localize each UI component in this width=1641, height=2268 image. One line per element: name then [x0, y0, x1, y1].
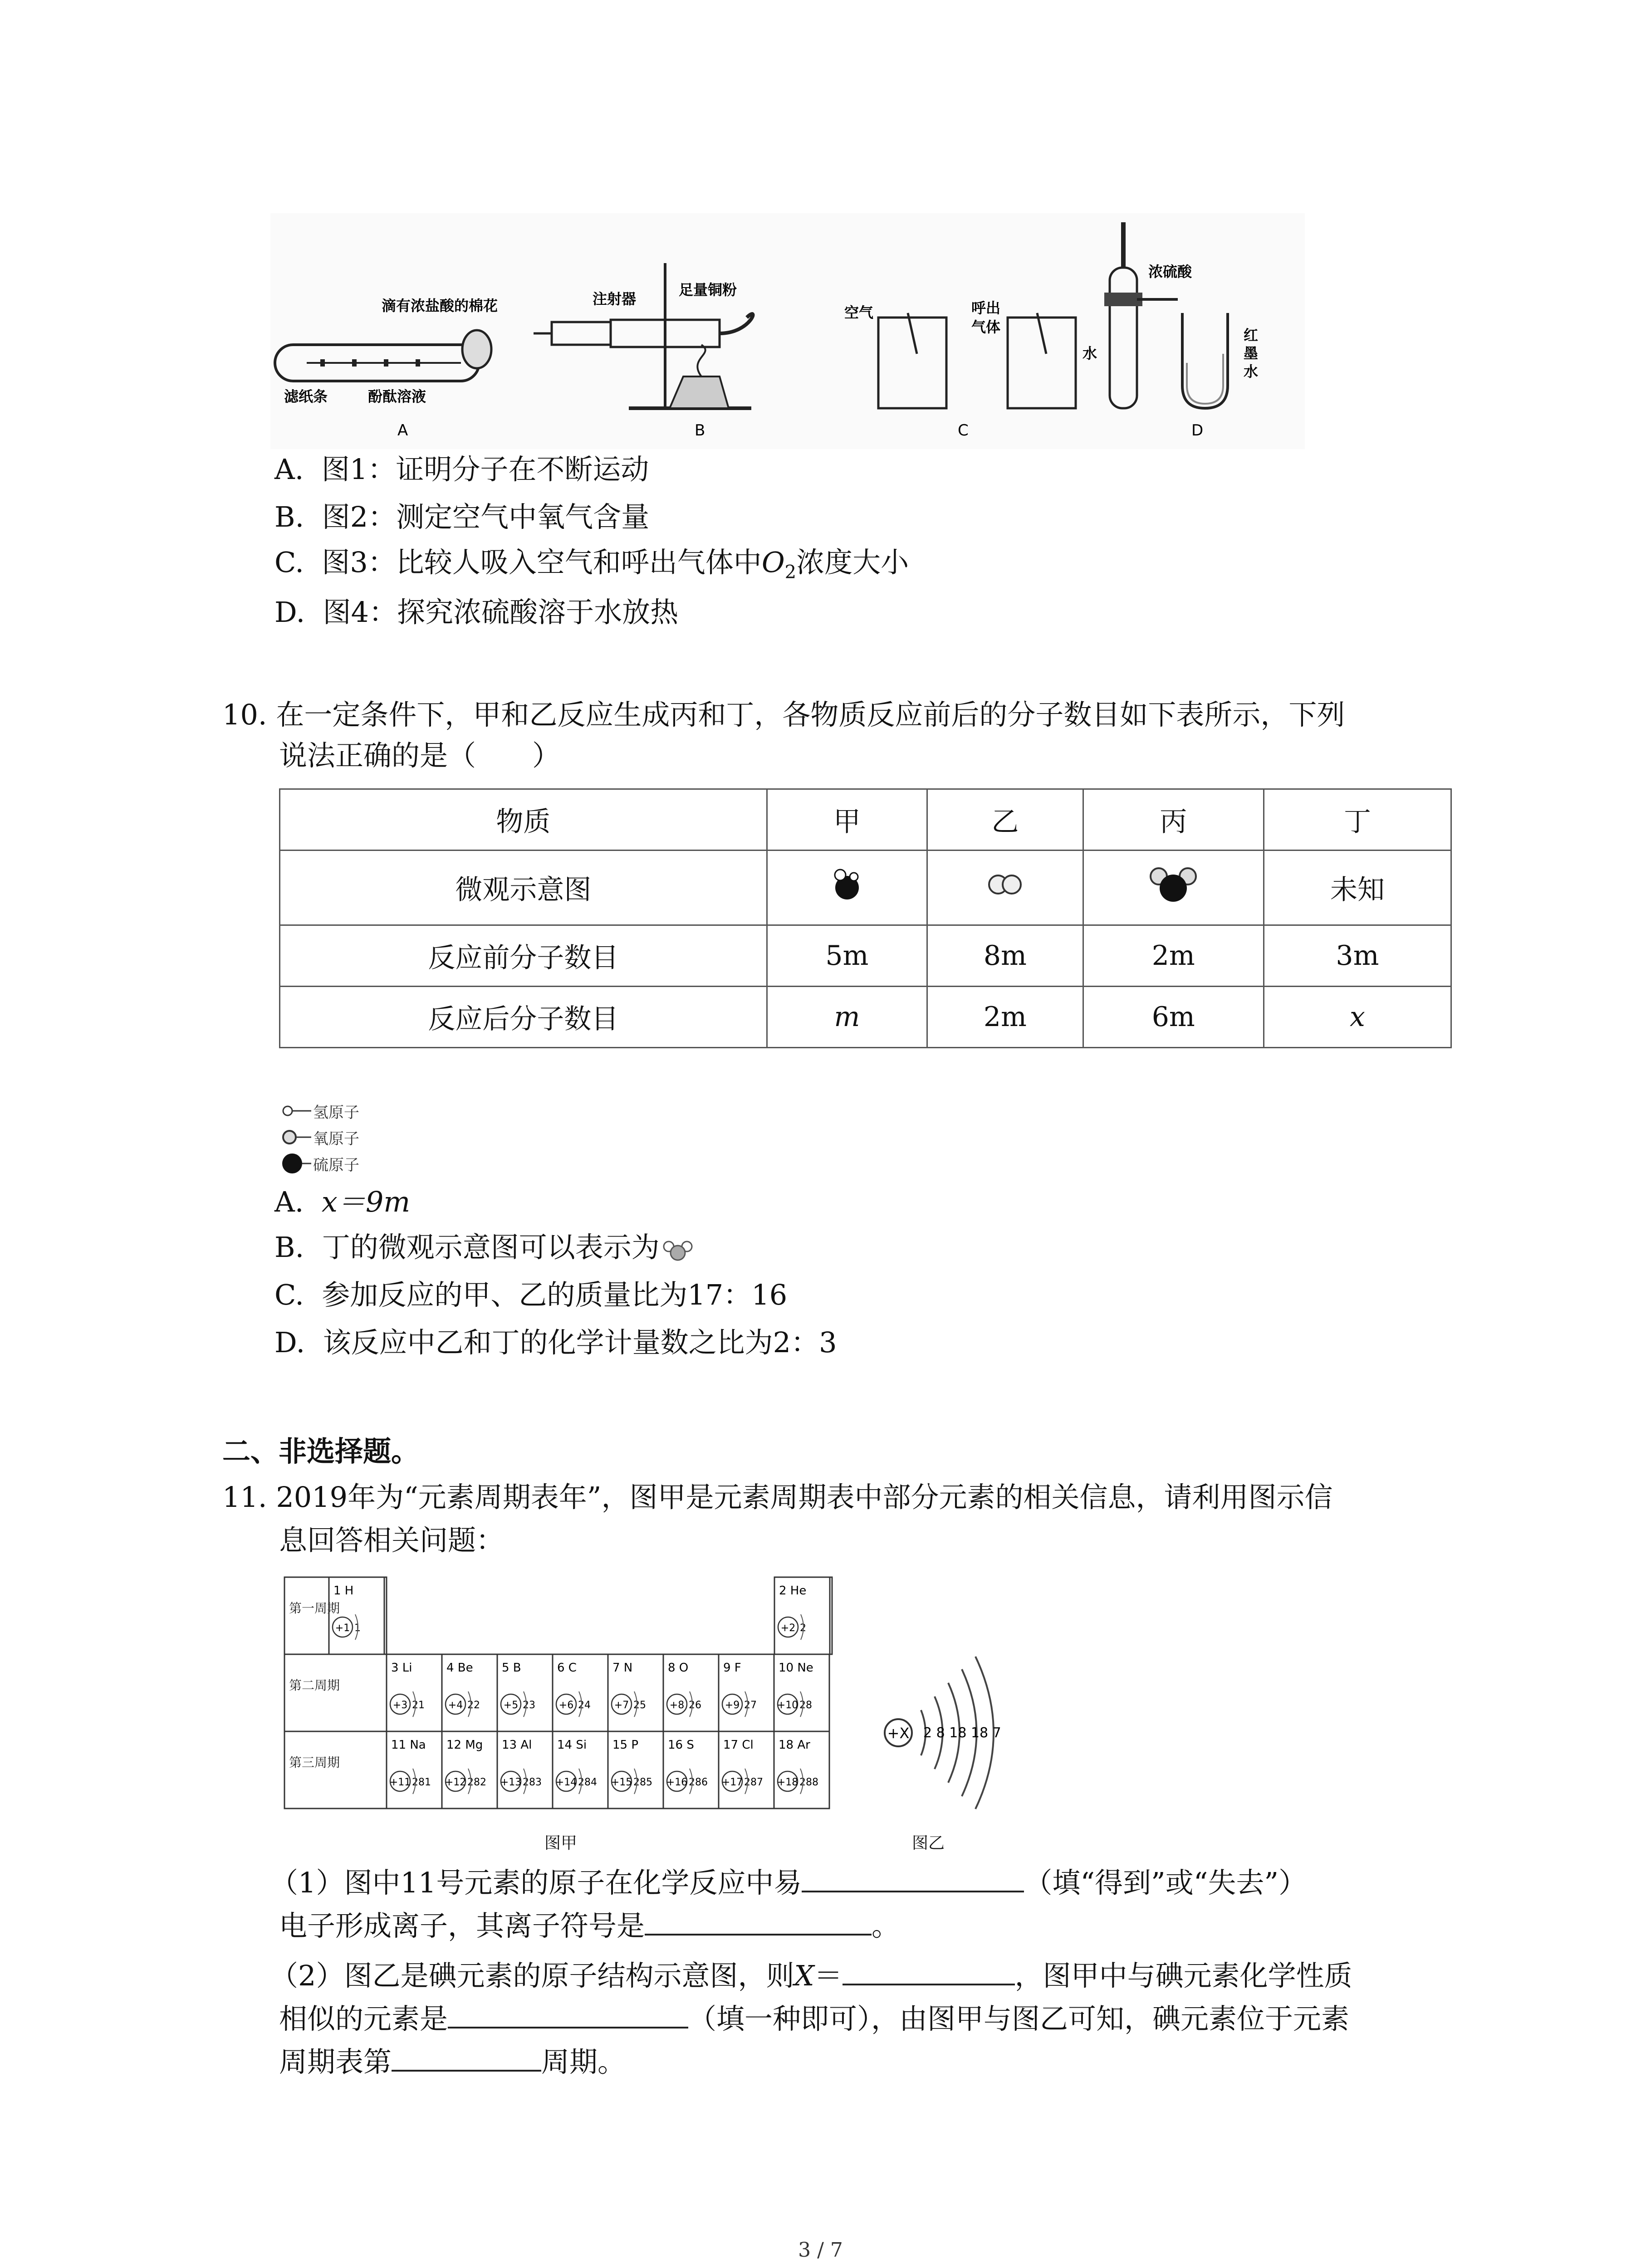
nucleus-charge: +18 — [777, 1777, 798, 1788]
option-label: A. — [274, 453, 304, 486]
option-text: 图2：测定空气中氧气含量 — [322, 500, 650, 533]
table-header: 乙 — [927, 789, 1083, 850]
nucleus-charge: +10 — [777, 1700, 798, 1711]
figure-letter-d: D — [1191, 421, 1204, 440]
q11-part2-line1 — [270, 1955, 1352, 1997]
element-cell-n — [608, 1654, 663, 1731]
element-number-symbol: 7 N — [612, 1661, 633, 1675]
element-number-symbol: 3 Li — [391, 1661, 412, 1675]
element-cell-ne — [774, 1654, 829, 1731]
legend-oxygen — [281, 1124, 359, 1150]
option-text: 图4：探究浓硫酸溶于水放热 — [323, 596, 679, 629]
element-number-symbol: 15 P — [612, 1738, 639, 1752]
legend-label: 硫原子 — [313, 1156, 359, 1174]
element-number-symbol: 1 H — [333, 1584, 354, 1598]
shell-electrons: 1 — [354, 1623, 361, 1634]
part-text: （1）图中11号元素的原子在化学反应中易 — [270, 1866, 802, 1899]
nucleus-charge: +7 — [614, 1700, 629, 1711]
element-number-symbol: 10 Ne — [779, 1661, 813, 1675]
table-cell: 8m — [927, 925, 1083, 987]
question-number: 10. — [222, 698, 267, 731]
atom-legend — [281, 1098, 359, 1177]
period-2-label: 第二周期 — [289, 1678, 340, 1693]
figure-letter-a: A — [397, 421, 408, 440]
section-title: 二、非选择题。 — [222, 1435, 420, 1468]
label-exhaled-2: 气体 — [971, 318, 1001, 336]
q11-stem-cont: 息回答相关问题： — [279, 1524, 505, 1557]
element-number-symbol: 12 Mg — [446, 1738, 483, 1752]
nucleus-charge: +4 — [448, 1700, 463, 1711]
option-text: 参加反应的甲、乙的质量比为17：16 — [322, 1278, 788, 1311]
nucleus-charge: +12 — [445, 1777, 466, 1788]
formula-subscript: 2 — [784, 562, 797, 583]
nucleus-charge: +13 — [500, 1777, 522, 1788]
option-label: B. — [274, 1231, 304, 1264]
table-header: 丙 — [1083, 789, 1264, 850]
label-exhaled: 呼出 — [971, 299, 1001, 317]
element-cell-h — [329, 1577, 384, 1654]
option-label: B. — [274, 500, 304, 533]
option-label: C. — [274, 546, 304, 579]
part-text: 相似的元素是 — [279, 2002, 448, 2035]
shell-electrons: 284 — [578, 1777, 597, 1788]
equals-sign: ＝ — [814, 1959, 843, 1992]
part-text: ，图甲中与碘元素化学性质 — [1014, 1959, 1352, 1992]
shell-electrons: 287 — [744, 1777, 763, 1788]
element-number-symbol: 2 He — [779, 1584, 807, 1598]
element-cell-p — [608, 1731, 663, 1809]
element-cell-he — [774, 1577, 830, 1654]
option-text: 图1：证明分子在不断运动 — [321, 453, 649, 486]
nucleus-charge: +15 — [611, 1777, 632, 1788]
table-row — [280, 987, 1451, 1048]
q11-part1-line1 — [270, 1862, 1307, 1904]
answer-blank[interactable] — [802, 1863, 1024, 1892]
table-row — [280, 789, 1451, 850]
element-number-symbol: 18 Ar — [779, 1738, 810, 1752]
table-cell: 反应后分子数目 — [280, 987, 767, 1048]
part-text: 周期表第 — [279, 2045, 392, 2078]
figure-letter-c: C — [958, 421, 969, 440]
part-text: （填一种即可），由图甲与图乙可知，碘元素位于元素 — [688, 2002, 1350, 2035]
table-cell: 反应前分子数目 — [280, 925, 767, 987]
period-3-label: 第三周期 — [289, 1755, 340, 1770]
shell-electrons: 27 — [744, 1700, 757, 1711]
option-label: C. — [274, 1278, 304, 1311]
molecule-bing-icon — [1083, 850, 1264, 925]
option-text-after: 浓度大小 — [796, 546, 909, 579]
nucleus-charge: +2 — [780, 1623, 796, 1634]
shell-electrons: 26 — [689, 1700, 701, 1711]
table-cell: 未知 — [1264, 850, 1451, 925]
nucleus-charge: +17 — [721, 1777, 743, 1788]
legend-label: 氧原子 — [313, 1129, 359, 1148]
nucleus-charge: +1 — [335, 1623, 350, 1634]
element-cell-be — [442, 1654, 497, 1731]
element-cell-na — [387, 1731, 442, 1809]
iodine-shells: 2 8 18 18 7 — [923, 1725, 1001, 1741]
shell-electrons: 288 — [799, 1777, 818, 1788]
shell-electrons: 24 — [578, 1700, 591, 1711]
option-label: D. — [274, 1326, 305, 1359]
table-cell: x — [1264, 987, 1451, 1048]
part-text: 电子形成离子，其离子符号是 — [279, 1909, 645, 1942]
iodine-structure-figure — [880, 1651, 1025, 1814]
label-water: 水 — [1083, 345, 1097, 362]
table-cell: 3m — [1264, 925, 1451, 987]
molecule-yi-icon — [927, 850, 1083, 925]
q9-option-b — [274, 499, 649, 535]
nucleus-charge: +6 — [558, 1700, 574, 1711]
question-text: 在一定条件下，甲和乙反应生成丙和丁，各物质反应前后的分子数目如下表所示，下列 — [276, 698, 1345, 731]
shell-electrons: 23 — [523, 1700, 535, 1711]
legend-label: 氢原子 — [313, 1103, 359, 1122]
nucleus-charge: +9 — [725, 1700, 740, 1711]
shell-electrons: 25 — [633, 1700, 646, 1711]
question-number: 11. — [222, 1481, 267, 1514]
caption-yi: 图乙 — [912, 1834, 945, 1853]
shell-electrons: 286 — [689, 1777, 708, 1788]
element-number-symbol: 9 F — [723, 1661, 741, 1675]
shell-electrons: 281 — [412, 1777, 431, 1788]
formula-o: O — [761, 546, 785, 579]
label-ink-1: 红 — [1244, 327, 1259, 344]
option-text: 该反应中乙和丁的化学计量数之比为2：3 — [323, 1326, 837, 1359]
molecule-ding-icon — [660, 1238, 696, 1261]
part-text: 周期。 — [541, 2045, 626, 2078]
element-cell-al — [497, 1731, 553, 1809]
label-acid: 浓硫酸 — [1148, 263, 1192, 280]
table-cell: 微观示意图 — [280, 850, 767, 925]
label-ink-3: 水 — [1244, 363, 1259, 380]
table-cell: 2m — [1083, 925, 1264, 987]
table-header: 甲 — [767, 789, 927, 850]
table-cell: 6m — [1083, 987, 1264, 1048]
option-text: x＝9m — [321, 1185, 411, 1218]
label-copper: 足量铜粉 — [679, 281, 737, 298]
element-cell-c — [553, 1654, 608, 1731]
q11-part1-line2 — [279, 1905, 900, 1947]
element-number-symbol: 14 Si — [557, 1738, 587, 1752]
table-header: 物质 — [280, 789, 767, 850]
element-number-symbol: 16 S — [668, 1738, 694, 1752]
element-cell-mg — [442, 1731, 497, 1809]
shell-electrons: 2 — [800, 1623, 806, 1634]
element-number-symbol: 17 Cl — [723, 1738, 754, 1752]
element-number-symbol: 6 C — [557, 1661, 577, 1675]
molecule-jia-icon — [767, 850, 927, 925]
q10-stem-cont: 说法正确的是（ ） — [279, 739, 561, 772]
q10-option-c — [274, 1277, 787, 1313]
variable-x: X — [794, 1959, 814, 1992]
answer-blank[interactable] — [448, 1999, 688, 2028]
label-cotton: 滴有浓盐酸的棉花 — [382, 297, 498, 314]
shell-electrons: 282 — [467, 1777, 486, 1788]
legend-sulfur — [281, 1150, 359, 1177]
option-label: A. — [274, 1185, 304, 1218]
nucleus-charge: +16 — [666, 1777, 688, 1788]
question-text: 2019年为“元素周期表年”，图甲是元素周期表中部分元素的相关信息，请利用图示信 — [276, 1481, 1333, 1514]
part-text: （填“得到”或“失去”） — [1024, 1866, 1307, 1899]
answer-blank[interactable] — [645, 1906, 872, 1936]
answer-blank[interactable] — [843, 1956, 1015, 1985]
label-phenol: 酚酞溶液 — [368, 388, 426, 405]
page-number: 3 / 7 — [798, 2239, 843, 2262]
element-number-symbol: 4 Be — [446, 1661, 473, 1675]
q11-stem — [222, 1476, 1333, 1518]
experiment-figures — [270, 213, 1305, 449]
q10-stem — [222, 694, 1345, 736]
option-text: 丁的微观示意图可以表示为 — [322, 1231, 660, 1264]
table-row — [280, 850, 1451, 925]
element-cell-f — [719, 1654, 774, 1731]
nucleus-charge: +5 — [503, 1700, 519, 1711]
q10-option-a — [274, 1184, 410, 1220]
label-syringe: 注射器 — [593, 290, 637, 308]
element-cell-ar — [774, 1731, 829, 1809]
table-header: 丁 — [1264, 789, 1451, 850]
table-cell: 5m — [767, 925, 927, 987]
table-cell: 2m — [927, 987, 1083, 1048]
table-row — [280, 925, 1451, 987]
element-cell-si — [553, 1731, 608, 1809]
nucleus-charge: +8 — [669, 1700, 685, 1711]
q9-option-c — [274, 544, 909, 590]
element-cell-o — [663, 1654, 719, 1731]
period-1-label: 第一周期 — [289, 1601, 340, 1616]
element-number-symbol: 5 B — [502, 1661, 521, 1675]
part-text: 。 — [872, 1909, 900, 1942]
label-ink-2: 墨 — [1244, 345, 1259, 362]
shell-electrons: 28 — [799, 1700, 812, 1711]
option-text: 图3：比较人吸入空气和呼出气体中 — [322, 546, 762, 579]
shell-electrons: 22 — [467, 1700, 480, 1711]
shell-electrons: 283 — [523, 1777, 542, 1788]
element-number-symbol: 8 O — [668, 1661, 689, 1675]
q10-option-b — [274, 1229, 696, 1266]
option-label: D. — [274, 596, 305, 629]
shell-electrons: 285 — [633, 1777, 652, 1788]
caption-jia: 图甲 — [544, 1834, 578, 1853]
table-cell: m — [767, 987, 927, 1048]
label-strip: 滤纸条 — [284, 388, 328, 405]
nucleus-charge: +11 — [389, 1777, 411, 1788]
nucleus-charge: +14 — [555, 1777, 577, 1788]
iodine-core: +X — [887, 1725, 910, 1742]
legend-hydrogen — [281, 1098, 359, 1124]
part-text: （2）图乙是碘元素的原子结构示意图，则 — [270, 1959, 794, 1992]
nucleus-charge: +3 — [392, 1700, 408, 1711]
label-air: 空气 — [844, 304, 874, 321]
element-cell-li — [387, 1654, 442, 1731]
element-cell-s — [663, 1731, 719, 1809]
q10-option-d — [274, 1325, 837, 1361]
q9-option-d — [274, 594, 678, 631]
q11-part2-line3 — [279, 2041, 626, 2083]
element-cell-b — [497, 1654, 553, 1731]
periodic-table-figure — [284, 1576, 851, 1830]
q11-part2-line2 — [279, 1998, 1349, 2040]
q9-option-a — [274, 451, 649, 488]
molecule-table — [279, 788, 1452, 1048]
element-cell-cl — [719, 1731, 774, 1809]
element-number-symbol: 11 Na — [391, 1738, 426, 1752]
figure-letter-b: B — [695, 421, 705, 440]
element-number-symbol: 13 Al — [502, 1738, 532, 1752]
answer-blank[interactable] — [392, 2043, 541, 2072]
shell-electrons: 21 — [412, 1700, 425, 1711]
